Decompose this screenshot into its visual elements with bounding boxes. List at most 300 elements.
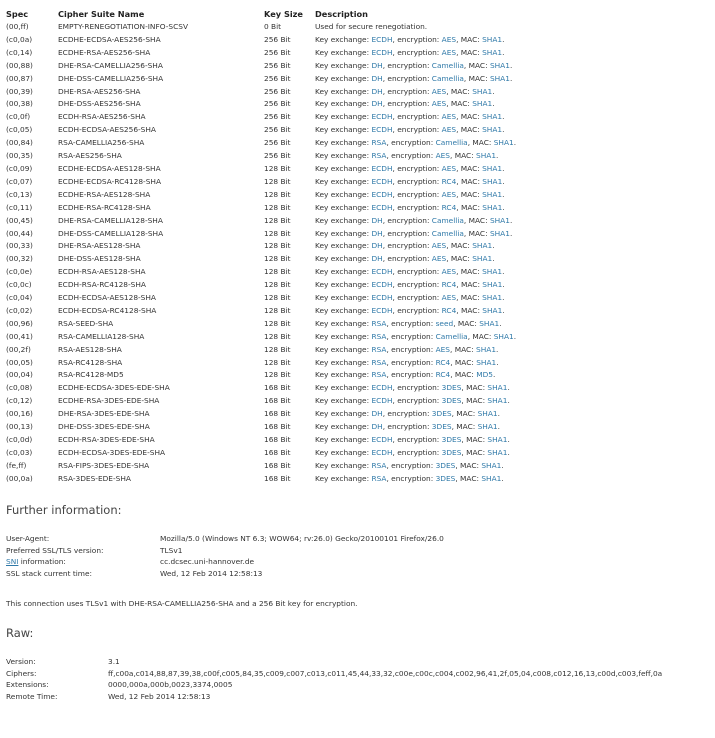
kx-label: Key exchange: xyxy=(315,435,372,444)
cell-cipher-name: ECDH-RSA-AES128-SHA xyxy=(58,267,146,277)
mac-value: SHA1 xyxy=(487,447,508,457)
kx-label: Key exchange: xyxy=(315,163,372,173)
key-exchange-value: DH xyxy=(371,422,383,432)
mac-label: , MAC: xyxy=(456,163,483,173)
cell-spec: (c0,05) xyxy=(6,125,33,135)
encryption-label: , encryption: xyxy=(382,99,432,109)
kx-label: Key exchange: xyxy=(315,99,372,109)
period: . xyxy=(502,202,505,212)
cell-key-size: 128 Bit xyxy=(264,305,291,315)
encryption-label: , encryption: xyxy=(392,202,442,212)
encryption-label: , encryption: xyxy=(392,47,442,57)
key-exchange-value: DH xyxy=(371,99,383,109)
cell-description xyxy=(315,47,516,60)
mac-label: , MAC: xyxy=(456,267,483,277)
further-information-title: Further information: xyxy=(6,503,122,517)
info-row xyxy=(6,556,444,568)
cell-key-size: 256 Bit xyxy=(264,125,291,135)
kx-label: Key exchange: xyxy=(315,344,372,354)
info-label xyxy=(6,568,160,580)
mac-label: , MAC: xyxy=(450,344,477,354)
mac-label: , MAC: xyxy=(456,34,483,44)
cell-spec: (c0,13) xyxy=(6,189,33,199)
raw-row xyxy=(6,691,662,703)
info-value: cc.dcsec.uni-hannover.de xyxy=(160,557,255,566)
header-spec: Spec xyxy=(6,9,29,19)
kx-label: Key exchange: xyxy=(315,267,372,277)
encryption-label: , encryption: xyxy=(386,357,436,367)
mac-value: SHA1 xyxy=(489,73,510,83)
description-text: Used for secure renegotiation. xyxy=(315,22,428,31)
period: . xyxy=(507,383,510,393)
mac-label: , MAC: xyxy=(461,447,488,457)
encryption-label: , encryption: xyxy=(386,344,436,354)
cell-description xyxy=(315,357,516,370)
table-row xyxy=(6,98,516,111)
period: . xyxy=(509,228,513,238)
period: . xyxy=(496,151,499,161)
kx-label: Key exchange: xyxy=(315,151,372,161)
raw-value: 3.1 xyxy=(108,657,120,666)
info-label-text: SSL stack current time: xyxy=(6,568,93,578)
cell-description xyxy=(315,395,516,408)
cell-spec: (fe,ff) xyxy=(6,460,27,470)
cell-description xyxy=(315,266,516,279)
header-key-size: Key Size xyxy=(264,9,303,19)
table-row xyxy=(6,215,516,228)
table-row xyxy=(6,344,516,357)
cell-cipher-name: ECDHE-RSA-RC4128-SHA xyxy=(58,202,151,212)
info-label[interactable] xyxy=(6,556,160,568)
cell-key-size: 128 Bit xyxy=(264,176,291,186)
cell-spec: (c0,0a) xyxy=(6,34,33,44)
mac-label: , MAC: xyxy=(456,189,483,199)
cell-spec: (c0,08) xyxy=(6,383,33,393)
mac-value: SHA1 xyxy=(482,305,503,315)
mac-label: , MAC: xyxy=(456,202,483,212)
cell-key-size: 128 Bit xyxy=(264,357,291,367)
key-exchange-value: ECDH xyxy=(371,163,393,173)
table-row xyxy=(6,305,516,318)
raw-row xyxy=(6,668,662,680)
cell-description xyxy=(315,34,516,47)
cell-description xyxy=(315,447,516,460)
key-exchange-value: ECDH xyxy=(371,267,393,277)
mac-value: SHA1 xyxy=(472,99,493,109)
further-information-table xyxy=(6,533,444,579)
period: . xyxy=(507,447,510,457)
cell-cipher-name: DHE-DSS-CAMELLIA128-SHA xyxy=(58,228,164,238)
cell-spec: (00,05) xyxy=(6,357,33,367)
cell-description xyxy=(315,331,516,344)
key-exchange-value: ECDH xyxy=(371,435,393,444)
mac-label: , MAC: xyxy=(450,357,477,367)
info-label-text: User-Agent: xyxy=(6,534,50,543)
cell-spec: (c0,03) xyxy=(6,447,33,457)
cell-cipher-name: ECDH-RSA-3DES-EDE-SHA xyxy=(58,435,155,444)
mac-value: SHA1 xyxy=(482,163,503,173)
info-label-text: Preferred SSL/TLS version: xyxy=(6,545,104,555)
raw-value: ff,c00a,c014,88,87,39,38,c00f,c005,84,35,c009,c007,c013,c011,45,44,33,32,c00e,c00c,c004,c002,96,41,2f,05,04,c008,c012,16,13,c00d,c003,feff,0a xyxy=(108,668,663,678)
cell-description xyxy=(315,86,516,99)
cell-key-size: 128 Bit xyxy=(264,228,291,238)
table-row xyxy=(6,176,516,189)
encryption-label: , encryption: xyxy=(382,86,432,96)
mac-label: , MAC: xyxy=(463,215,490,225)
table-row xyxy=(6,318,516,331)
cell-description xyxy=(315,382,516,395)
key-exchange-value: ECDH xyxy=(371,383,393,393)
encryption-label: , encryption: xyxy=(392,112,442,122)
cell-cipher-name: ECDH-ECDSA-AES256-SHA xyxy=(58,125,156,135)
encryption-label: , encryption: xyxy=(386,138,436,148)
table-row xyxy=(6,21,516,34)
cell-key-size: 128 Bit xyxy=(264,241,291,251)
table-row xyxy=(6,111,516,124)
cell-cipher-name: DHE-RSA-AES128-SHA xyxy=(58,241,141,251)
cell-key-size: 128 Bit xyxy=(264,215,291,225)
encryption-label: , encryption: xyxy=(382,60,432,70)
mac-value: SHA1 xyxy=(479,318,500,328)
period: . xyxy=(502,293,505,303)
period: . xyxy=(502,125,505,135)
kx-label: Key exchange: xyxy=(315,473,372,483)
kx-label: Key exchange: xyxy=(315,202,372,212)
table-row xyxy=(6,86,516,99)
raw-title: Raw: xyxy=(6,626,34,640)
cell-key-size: 128 Bit xyxy=(264,267,291,277)
mac-value: SHA1 xyxy=(482,125,503,135)
period: . xyxy=(492,241,495,251)
key-exchange-value: DH xyxy=(371,86,383,96)
period: . xyxy=(497,409,500,419)
cell-spec: (c0,0d) xyxy=(6,435,33,444)
encryption-label: , encryption: xyxy=(392,163,442,173)
cell-spec: (00,96) xyxy=(6,318,33,328)
cell-spec: (c0,0e) xyxy=(6,267,33,277)
key-exchange-value: ECDH xyxy=(371,34,393,44)
sni-link-text[interactable]: SNI xyxy=(6,557,19,566)
kx-label: Key exchange: xyxy=(315,293,372,303)
table-row xyxy=(6,137,516,150)
mac-value: SHA1 xyxy=(482,176,503,186)
mac-label: , MAC: xyxy=(461,396,488,406)
encryption-label: , encryption: xyxy=(392,176,442,186)
encryption-value: RC4 xyxy=(435,370,451,380)
cell-key-size: 128 Bit xyxy=(264,280,291,290)
table-row xyxy=(6,331,516,344)
period: . xyxy=(509,73,513,83)
table-row xyxy=(6,447,516,460)
kx-label: Key exchange: xyxy=(315,73,372,83)
header-description: Description xyxy=(315,9,368,19)
cell-cipher-name: ECDHE-ECDSA-AES256-SHA xyxy=(58,34,161,44)
mac-value: SHA1 xyxy=(481,460,502,470)
cell-spec: (00,38) xyxy=(6,99,33,109)
table-row xyxy=(6,202,516,215)
mac-label: , MAC: xyxy=(451,422,478,432)
encryption-label: , encryption: xyxy=(386,151,436,161)
cell-key-size: 128 Bit xyxy=(264,344,291,354)
raw-label: Extensions: xyxy=(6,680,49,689)
mac-value: SHA1 xyxy=(481,473,502,483)
cell-description xyxy=(315,163,516,176)
kx-label: Key exchange: xyxy=(315,254,372,264)
info-label xyxy=(6,533,160,545)
cell-cipher-name: DHE-RSA-CAMELLIA256-SHA xyxy=(58,60,163,70)
encryption-value: Camellia xyxy=(431,73,464,83)
period: . xyxy=(502,47,505,57)
cipher-table-body xyxy=(6,21,516,486)
cell-description xyxy=(315,111,516,124)
mac-value: SHA1 xyxy=(493,138,514,148)
mac-value: SHA1 xyxy=(489,60,510,70)
cell-cipher-name: EMPTY-RENEGOTIATION-INFO-SCSV xyxy=(58,22,188,31)
mac-label: , MAC: xyxy=(463,60,490,70)
cell-cipher-name: ECDHE-ECDSA-3DES-EDE-SHA xyxy=(58,383,170,393)
mac-label: , MAC: xyxy=(450,151,477,161)
cell-key-size: 168 Bit xyxy=(264,422,291,432)
mac-value: SHA1 xyxy=(482,34,503,44)
encryption-value: 3DES xyxy=(431,422,452,432)
encryption-value: AES xyxy=(431,254,447,264)
cell-description xyxy=(315,189,516,202)
kx-label: Key exchange: xyxy=(315,370,372,380)
cell-cipher-name: ECDH-RSA-AES256-SHA xyxy=(58,112,146,122)
encryption-label: , encryption: xyxy=(392,34,442,44)
encryption-value: Camellia xyxy=(431,215,464,225)
kx-label: Key exchange: xyxy=(315,460,372,470)
table-row xyxy=(6,124,516,137)
mac-value: SHA1 xyxy=(482,112,503,122)
mac-value: SHA1 xyxy=(487,383,508,393)
encryption-label: , encryption: xyxy=(392,383,442,393)
cell-spec: (c0,11) xyxy=(6,202,33,212)
encryption-label: , encryption: xyxy=(386,473,436,483)
cell-key-size: 128 Bit xyxy=(264,318,291,328)
cell-key-size: 168 Bit xyxy=(264,409,291,419)
kx-label: Key exchange: xyxy=(315,396,372,406)
table-row xyxy=(6,266,516,279)
table-row xyxy=(6,460,516,473)
kx-label: Key exchange: xyxy=(315,305,372,315)
cell-cipher-name: RSA-RC4128-SHA xyxy=(58,357,123,367)
key-exchange-value: ECDH xyxy=(371,47,393,57)
cell-cipher-name: RSA-FIPS-3DES-EDE-SHA xyxy=(58,460,150,470)
encryption-value: RC4 xyxy=(441,176,457,186)
mac-value: SHA1 xyxy=(476,357,497,367)
cell-description xyxy=(315,98,516,111)
key-exchange-value: DH xyxy=(371,241,383,251)
encryption-value: 3DES xyxy=(431,409,452,419)
encryption-value: Camellia xyxy=(431,228,464,238)
table-row xyxy=(6,240,516,253)
period: . xyxy=(501,460,504,470)
cell-key-size: 128 Bit xyxy=(264,370,291,380)
raw-label: Ciphers: xyxy=(6,668,37,678)
key-exchange-value: ECDH xyxy=(371,293,393,303)
mac-label: , MAC: xyxy=(467,331,494,341)
info-row xyxy=(6,568,444,580)
mac-value: SHA1 xyxy=(482,47,503,57)
mac-value: SHA1 xyxy=(477,422,498,432)
encryption-value: RC4 xyxy=(441,202,457,212)
kx-label: Key exchange: xyxy=(315,422,372,432)
info-value: TLSv1 xyxy=(160,545,183,555)
encryption-label: , encryption: xyxy=(392,280,442,290)
key-exchange-value: ECDH xyxy=(371,280,393,290)
encryption-label: , encryption: xyxy=(392,267,442,277)
period: . xyxy=(502,280,505,290)
key-exchange-value: ECDH xyxy=(371,112,393,122)
cell-key-size: 168 Bit xyxy=(264,460,291,470)
cell-key-size: 256 Bit xyxy=(264,86,291,96)
period: . xyxy=(513,331,517,341)
mac-value: SHA1 xyxy=(482,202,503,212)
kx-label: Key exchange: xyxy=(315,34,372,44)
sni-information-link[interactable] xyxy=(6,557,66,566)
table-row xyxy=(6,189,516,202)
period: . xyxy=(492,99,495,109)
cell-spec: (00,84) xyxy=(6,138,33,148)
table-row xyxy=(6,369,516,382)
cell-cipher-name: ECDHE-ECDSA-AES128-SHA xyxy=(58,163,161,173)
table-row xyxy=(6,421,516,434)
cell-key-size: 168 Bit xyxy=(264,435,291,444)
mac-label: , MAC: xyxy=(455,460,482,470)
table-row xyxy=(6,150,516,163)
cell-description xyxy=(315,202,516,215)
info-value: Wed, 12 Feb 2014 12:58:13 xyxy=(160,568,263,578)
encryption-label: , encryption: xyxy=(382,215,432,225)
key-exchange-value: RSA xyxy=(371,357,387,367)
encryption-value: AES xyxy=(441,112,457,122)
encryption-value: AES xyxy=(441,47,457,57)
cell-key-size: 256 Bit xyxy=(264,151,291,161)
connection-summary: This connection uses TLSv1 with DHE-RSA-CAMELLIA256-SHA and a 256 Bit key for encryption. xyxy=(6,599,358,608)
cell-cipher-name: DHE-RSA-CAMELLIA128-SHA xyxy=(58,215,163,225)
sni-label-rest: information: xyxy=(18,557,66,566)
encryption-value: AES xyxy=(441,293,457,303)
period: . xyxy=(513,138,517,148)
raw-row xyxy=(6,679,662,691)
mac-label: , MAC: xyxy=(446,241,473,251)
encryption-value: AES xyxy=(435,344,450,354)
encryption-label: , encryption: xyxy=(392,125,442,135)
cipher-suite-table xyxy=(6,8,516,486)
key-exchange-value: DH xyxy=(371,228,383,238)
cell-key-size: 256 Bit xyxy=(264,73,291,83)
encryption-value: AES xyxy=(431,99,447,109)
period: . xyxy=(509,60,513,70)
cell-key-size: 128 Bit xyxy=(264,293,291,303)
encryption-label: , encryption: xyxy=(382,73,432,83)
cell-cipher-name: DHE-DSS-CAMELLIA256-SHA xyxy=(58,73,164,83)
cell-spec: (c0,0f) xyxy=(6,112,31,122)
mac-label: , MAC: xyxy=(446,86,473,96)
cell-cipher-name: RSA-CAMELLIA128-SHA xyxy=(58,331,145,341)
table-row xyxy=(6,395,516,408)
mac-value: SHA1 xyxy=(472,254,493,264)
mac-value: SHA1 xyxy=(482,293,503,303)
kx-label: Key exchange: xyxy=(315,409,372,419)
period: . xyxy=(507,396,510,406)
kx-label: Key exchange: xyxy=(315,125,372,135)
cell-cipher-name: ECDH-RSA-RC4128-SHA xyxy=(58,280,146,290)
mac-value: SHA1 xyxy=(489,215,510,225)
cell-description xyxy=(315,421,516,434)
key-exchange-value: ECDH xyxy=(371,125,393,135)
cell-description xyxy=(315,305,516,318)
cell-key-size: 168 Bit xyxy=(264,396,291,406)
mac-value: SHA1 xyxy=(476,344,497,354)
cell-key-size: 128 Bit xyxy=(264,254,291,264)
cell-spec: (c0,04) xyxy=(6,293,33,303)
encryption-label: , encryption: xyxy=(392,293,442,303)
encryption-label: , encryption: xyxy=(386,370,436,380)
cell-description xyxy=(315,215,516,228)
key-exchange-value: ECDH xyxy=(371,396,393,406)
cell-cipher-name: ECDH-ECDSA-3DES-EDE-SHA xyxy=(58,447,166,457)
encryption-label: , encryption: xyxy=(386,331,436,341)
cell-cipher-name: ECDHE-ECDSA-RC4128-SHA xyxy=(58,176,162,186)
kx-label: Key exchange: xyxy=(315,112,372,122)
cell-spec: (00,32) xyxy=(6,254,33,264)
key-exchange-value: RSA xyxy=(371,370,387,380)
mac-value: SHA1 xyxy=(477,409,498,419)
key-exchange-value: RSA xyxy=(371,331,387,341)
kx-label: Key exchange: xyxy=(315,47,372,57)
cell-spec: (c0,14) xyxy=(6,47,33,57)
kx-label: Key exchange: xyxy=(315,447,372,457)
key-exchange-value: RSA xyxy=(371,473,387,483)
period: . xyxy=(492,86,495,96)
cell-description xyxy=(315,253,516,266)
cell-cipher-name: RSA-3DES-EDE-SHA xyxy=(58,473,131,483)
encryption-value: Camellia xyxy=(435,331,468,341)
kx-label: Key exchange: xyxy=(315,138,372,148)
raw-label: Remote Time: xyxy=(6,691,58,701)
table-row xyxy=(6,228,516,241)
encryption-value: RC4 xyxy=(441,305,457,315)
mac-label: , MAC: xyxy=(450,370,477,380)
info-row xyxy=(6,545,444,557)
table-row xyxy=(6,34,516,47)
cell-key-size: 168 Bit xyxy=(264,383,291,393)
cell-cipher-name: ECDH-ECDSA-AES128-SHA xyxy=(58,293,156,303)
mac-value: SHA1 xyxy=(482,280,503,290)
encryption-label: , encryption: xyxy=(382,254,432,264)
mac-label: , MAC: xyxy=(467,138,494,148)
cell-cipher-name: ECDHE-RSA-3DES-EDE-SHA xyxy=(58,396,160,406)
cell-spec: (c0,07) xyxy=(6,176,33,186)
mac-value: SHA1 xyxy=(482,189,503,199)
cell-cipher-name: RSA-RC4128-MD5 xyxy=(58,370,124,380)
cell-description xyxy=(315,318,516,331)
period: . xyxy=(507,435,510,444)
further-information-body xyxy=(6,533,444,579)
cell-description xyxy=(315,460,516,473)
raw-value: Wed, 12 Feb 2014 12:58:13 xyxy=(108,691,211,701)
mac-label: , MAC: xyxy=(456,280,483,290)
key-exchange-value: RSA xyxy=(371,460,387,470)
cell-spec: (00,2f) xyxy=(6,344,31,354)
key-exchange-value: DH xyxy=(371,409,383,419)
mac-value: SHA1 xyxy=(482,267,503,277)
raw-label: Version: xyxy=(6,657,36,666)
key-exchange-value: ECDH xyxy=(371,176,393,186)
encryption-value: AES xyxy=(441,125,457,135)
